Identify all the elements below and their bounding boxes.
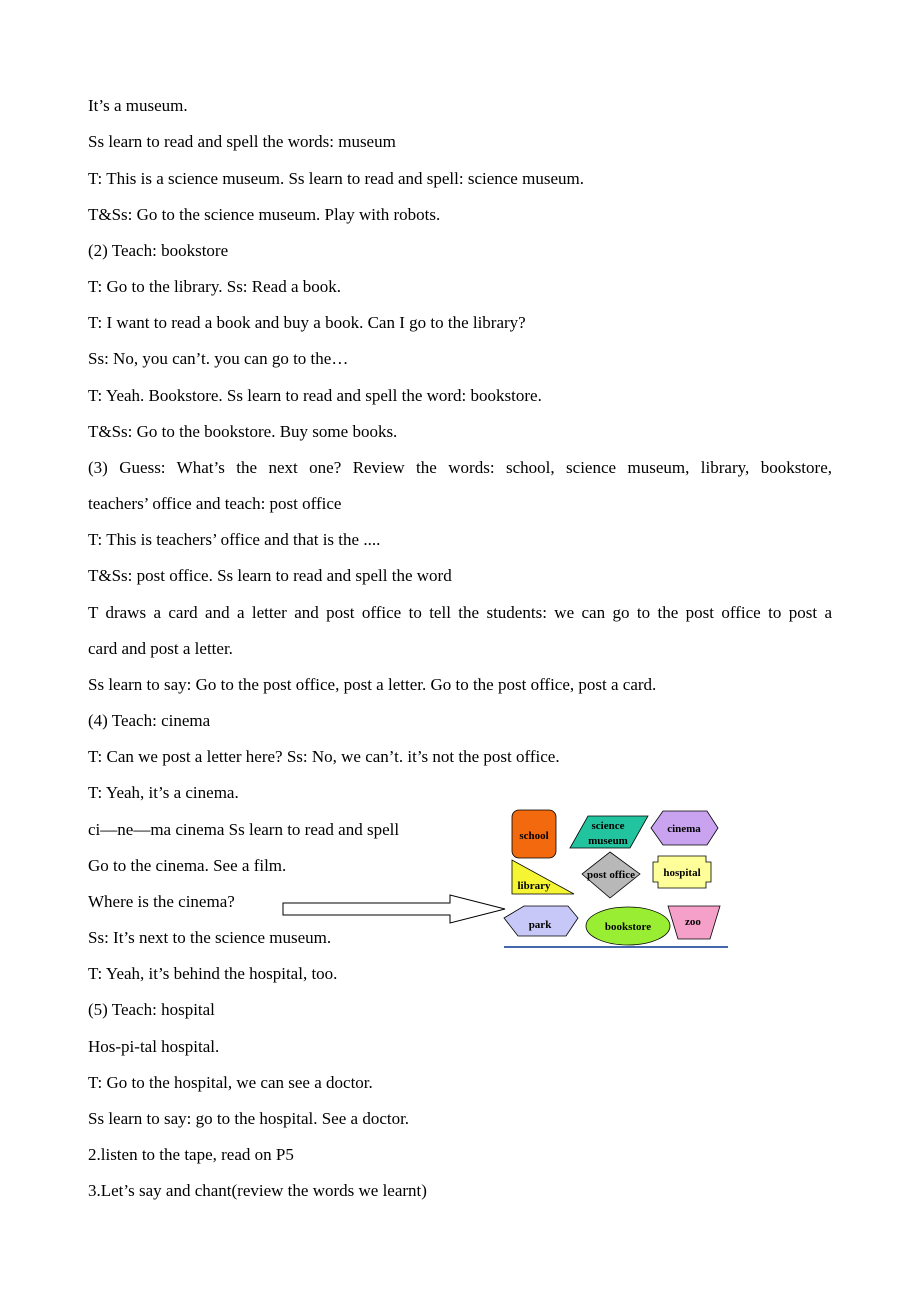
park-shape [504,906,578,936]
school-label: school [519,830,549,842]
text-line: (3) Guess: What’s the next one? Review the words: school, science museum, library, bookstore, [88,458,832,477]
library-label: library [517,880,551,892]
science-museum-label-line2: museum [588,835,628,847]
library-shape [512,860,574,894]
hospital-label: hospital [663,867,701,879]
park-label: park [528,919,552,931]
text-line: T: Can we post a letter here? Ss: No, we can’t. it’s not the post office. [88,747,560,766]
text-line: T: This is a science museum. Ss learn to read and spell: science museum. [88,169,584,188]
text-line: (4) Teach: cinema [88,711,211,730]
text-line: (5) Teach: hospital [88,1000,215,1019]
post-office-label: post office [587,869,635,881]
cinema-label: cinema [667,823,701,835]
text-line: 3.Let’s say and chant(review the words we learnt) [88,1181,427,1200]
text-line: T: Yeah, it’s behind the hospital, too. [88,964,338,983]
text-line: Ss learn to say: go to the hospital. See a doctor. [88,1109,410,1128]
text-line: Hos-pi-tal hospital. [88,1037,220,1056]
science-museum-shape [570,816,648,848]
arrow-graphic [280,892,510,926]
post-office-shape [582,852,640,898]
school-shape [512,810,556,858]
bookstore-label: bookstore [604,921,652,933]
text-line: (2) Teach: bookstore [88,241,229,260]
text-line: 2.listen to the tape, read on P5 [88,1145,294,1164]
science-museum-label-line1: science [591,820,625,832]
text-line: T: Yeah, it’s a cinema. [88,783,239,802]
text-line: T&Ss: post office. Ss learn to read and spell the word [88,566,452,585]
text-line: teachers’ office and teach: post office [88,494,342,513]
text-line: Ss learn to say: Go to the post office, post a letter. Go to the post office, post a card. [88,675,657,694]
text-line: Where is the cinema? [88,892,235,911]
text-line: T: This is teachers’ office and that is the .... [88,530,381,549]
cinema-shape [651,811,718,845]
zoo-label: zoo [685,916,701,928]
text-line: T: I want to read a book and buy a book. Can I go to the library? [88,313,526,332]
text-line: card and post a letter. [88,639,233,658]
text-line: Ss: It’s next to the science museum. [88,928,332,947]
text-line: ci—ne—ma cinema Ss learn to read and spell [88,820,400,839]
text-line: T&Ss: Go to the science museum. Play with robots. [88,205,441,224]
places-map-figure [500,806,732,952]
bookstore-shape [586,907,670,945]
text-line: It’s a museum. [88,96,188,115]
text-line: T draws a card and a letter and post office to tell the students: we can go to the post office to post a [88,603,832,622]
text-line: Go to the cinema. See a film. [88,856,287,875]
text-line: T: Go to the library. Ss: Read a book. [88,277,342,296]
text-line: T&Ss: Go to the bookstore. Buy some books. [88,422,398,441]
text-line: Ss: No, you can’t. you can go to the… [88,349,349,368]
zoo-shape [668,906,720,939]
text-line: T: Go to the hospital, we can see a doctor. [88,1073,373,1092]
text-line: Ss learn to read and spell the words: museum [88,132,396,151]
text-line: T: Yeah. Bookstore. Ss learn to read and spell the word: bookstore. [88,386,542,405]
hospital-shape [653,856,711,888]
